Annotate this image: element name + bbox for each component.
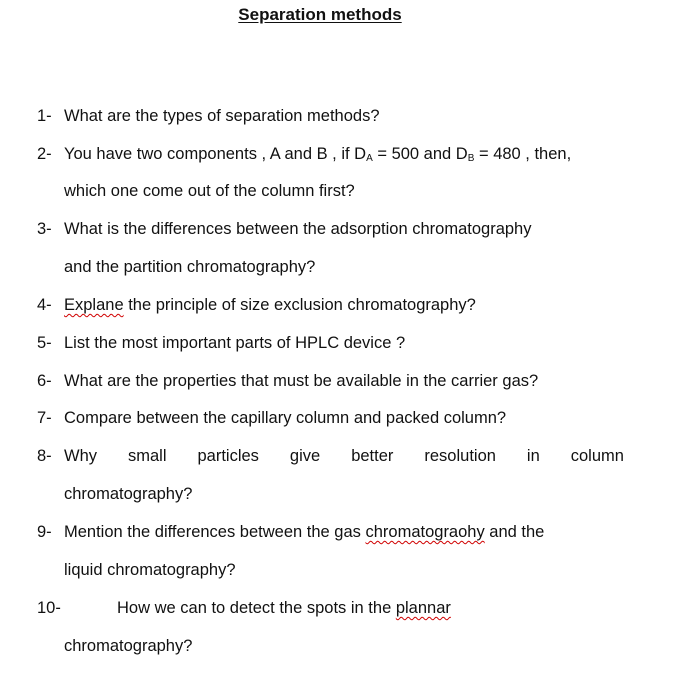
q2-part-3: = 480 , then,	[474, 145, 572, 163]
q8-word: particles	[197, 447, 259, 465]
q8-word: small	[127, 447, 167, 465]
misspelled-word-plannar: plannar	[395, 599, 451, 617]
q10-part-1: How we can to detect the spots in the	[117, 599, 396, 617]
question-10-line-2: chromatography?	[64, 637, 193, 655]
question-8-line-1	[64, 446, 624, 466]
question-6-number: 6-	[37, 372, 52, 390]
q2-part-1: You have two components , A and B , if D	[64, 145, 367, 163]
question-2-line-2: which one come out of the column first?	[64, 182, 355, 200]
question-8-number: 8-	[37, 447, 52, 465]
question-10-line-1	[117, 598, 451, 618]
question-2-number: 2-	[37, 145, 52, 163]
q8-word: better	[351, 447, 394, 465]
q8-word: Why	[64, 447, 97, 465]
question-1-text: What are the types of separation methods?	[64, 107, 380, 125]
question-4-text	[64, 295, 476, 315]
q9-part-2: and the	[484, 523, 545, 541]
question-9-number: 9-	[37, 523, 52, 541]
question-2-line-1	[64, 144, 571, 169]
question-9-line-2: liquid chromatography?	[64, 561, 236, 579]
document-title: Separation methods	[238, 5, 402, 24]
misspelled-word-explane: Explane	[64, 296, 124, 314]
question-5-text: List the most important parts of HPLC device ?	[64, 334, 406, 352]
misspelled-word-chromatograohy: chromatograohy	[365, 523, 485, 541]
question-9-line-1	[64, 522, 544, 542]
q8-word: column	[570, 447, 624, 465]
q8-word: resolution	[424, 447, 496, 465]
q8-word: give	[289, 447, 321, 465]
question-6-text: What are the properties that must be available in the carrier gas?	[64, 372, 539, 390]
q8-word: in	[526, 447, 540, 465]
question-10-number: 10-	[37, 599, 61, 617]
q2-part-2: = 500 and D	[372, 145, 468, 163]
question-8-line-2: chromatography?	[64, 485, 193, 503]
question-5-number: 5-	[37, 334, 52, 352]
question-4-number: 4-	[37, 296, 52, 314]
q2-subscript-b: B	[467, 153, 475, 164]
question-3-line-1: What is the differences between the adsorption chromatography	[64, 220, 532, 238]
question-7-number: 7-	[37, 409, 52, 427]
q4-rest: the principle of size exclusion chromatography?	[123, 296, 476, 314]
q2-subscript-a: A	[366, 153, 373, 164]
q9-part-1: Mention the differences between the gas	[64, 523, 366, 541]
question-3-line-2: and the partition chromatography?	[64, 258, 316, 276]
question-3-number: 3-	[37, 220, 52, 238]
question-1-number: 1-	[37, 107, 52, 125]
question-7-text: Compare between the capillary column and packed column?	[64, 409, 507, 427]
